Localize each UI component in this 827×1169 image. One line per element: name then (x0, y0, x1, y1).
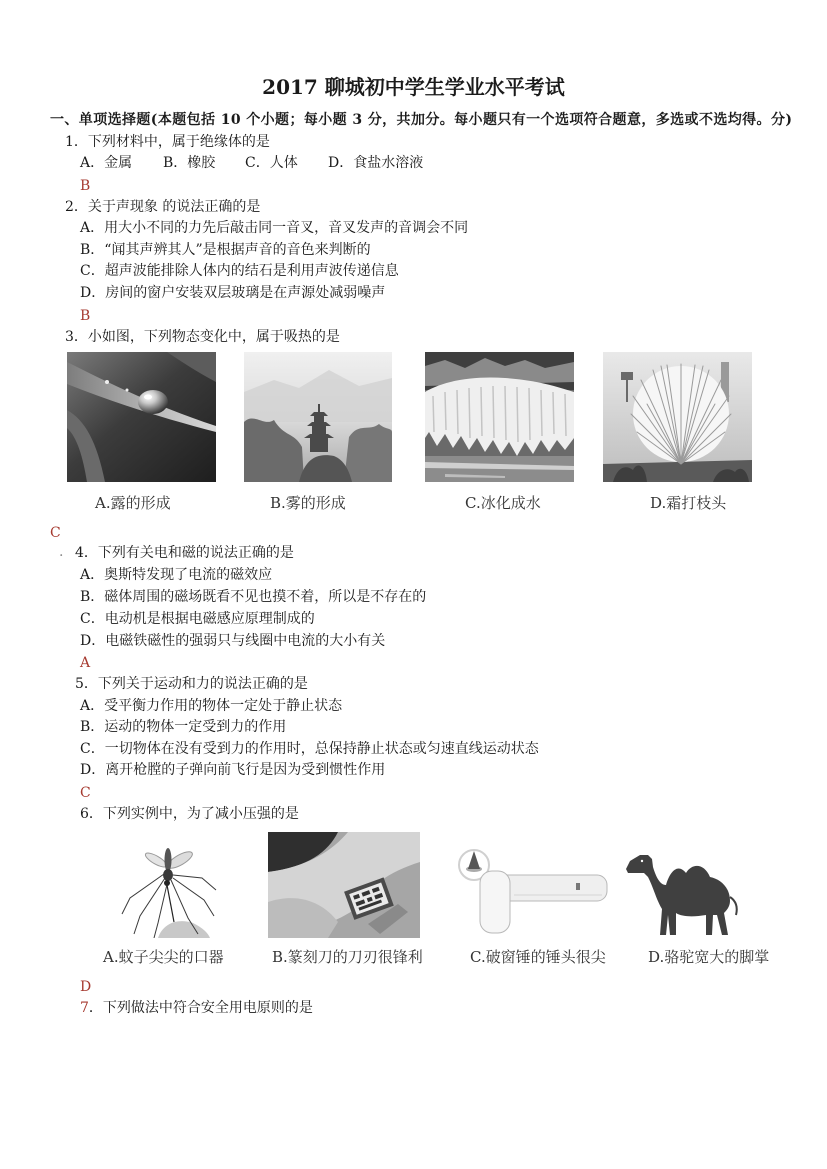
q6-image-window-breaker-hammer (452, 845, 612, 937)
q4-option-d: D．电磁铁磁性的强弱只与线圈中电流的大小有关 (80, 633, 386, 649)
q6-caption-d: D.骆驼宽大的脚掌 (648, 948, 770, 966)
q3-caption-c: C.冰化成水 (465, 494, 541, 512)
section-heading: 一、单项选择题(本题包括 10 个小题；每小题 3 分，共加分。每小题只有一个选项符合题意，多选或不选均得。分) (50, 112, 793, 128)
q6-stem: 6．下列实例中，为了减小压强的是 (80, 806, 299, 822)
q4-option-b: B．磁体周围的磁场既看不见也摸不着，所以是不存在的 (80, 589, 427, 605)
q4-option-a: A．奥斯特发现了电流的磁效应 (80, 567, 273, 583)
q5-option-c: C．一切物体在没有受到力的作用时，总保持静止状态或匀速直线运动状态 (80, 741, 539, 757)
q6-image-mosquito (118, 838, 218, 938)
q1-option-c: C．人体 (245, 155, 298, 171)
q2-option-d: D．房间的窗户安装双层玻璃是在声源处减弱噪声 (80, 285, 386, 301)
q3-caption-d: D.霜打枝头 (650, 494, 727, 512)
q3-caption-b: B.雾的形成 (270, 494, 346, 512)
q2-option-c: C．超声波能排除人体内的结石是利用声波传递信息 (80, 263, 399, 279)
q7-number: 7 (80, 1000, 89, 1016)
q5-option-d: D．离开枪膛的子弹向前飞行是因为受到惯性作用 (80, 762, 386, 778)
q6-caption-a: A.蚊子尖尖的口器 (103, 948, 224, 966)
q3-image-dew-on-leaf (67, 352, 216, 482)
q1-option-d: D．食盐水溶液 (328, 155, 424, 171)
q2-option-b: B．“闻其声辨其人”是根据声音的音色来判断的 (80, 242, 371, 258)
q6-image-camel (620, 843, 748, 938)
q1-option-a: A．金属 (80, 155, 133, 171)
q3-stem: 3．小如图，下列物态变化中，属于吸热的是 (65, 329, 340, 345)
exam-title: 2017 聊城初中学生学业水平考试 (262, 75, 565, 99)
stray-mark: . (59, 544, 64, 560)
q3-image-ice-melting (425, 352, 574, 482)
q3-answer: C (50, 525, 61, 541)
q6-answer: D (80, 979, 92, 995)
q1-answer: B (80, 178, 91, 194)
q5-option-b: B．运动的物体一定受到力的作用 (80, 719, 287, 735)
q7-stem (80, 1000, 313, 1016)
q3-image-fog (244, 352, 392, 482)
q4-stem: 4．下列有关电和磁的说法正确的是 (75, 545, 294, 561)
q6-caption-c: C.破窗锤的锤头很尖 (470, 948, 606, 966)
q7-stem-text: ．下列做法中符合安全用电原则的是 (88, 1000, 313, 1016)
q5-answer: C (80, 785, 91, 801)
q3-caption-a: A.露的形成 (95, 494, 171, 512)
q4-answer: A (80, 655, 91, 671)
q5-stem: 5．下列关于运动和力的说法正确的是 (75, 676, 308, 692)
q5-option-a: A．受平衡力作用的物体一定处于静止状态 (80, 698, 343, 714)
q2-option-a: A．用大小不同的力先后敲击同一音叉，音叉发声的音调会不同 (80, 220, 469, 236)
q2-stem: 2．关于声现象 的说法正确的是 (65, 199, 261, 215)
q2-answer: B (80, 308, 91, 324)
q3-image-frost-on-branches (603, 352, 752, 482)
q1-stem: 1．下列材料中，属于绝缘体的是 (65, 134, 270, 150)
q6-caption-b: B.篆刻刀的刀刃很锋利 (272, 948, 423, 966)
q6-image-carving-knife (268, 832, 420, 938)
q4-option-c: C．电动机是根据电磁感应原理制成的 (80, 611, 315, 627)
q1-option-b: B．橡胶 (163, 155, 216, 171)
